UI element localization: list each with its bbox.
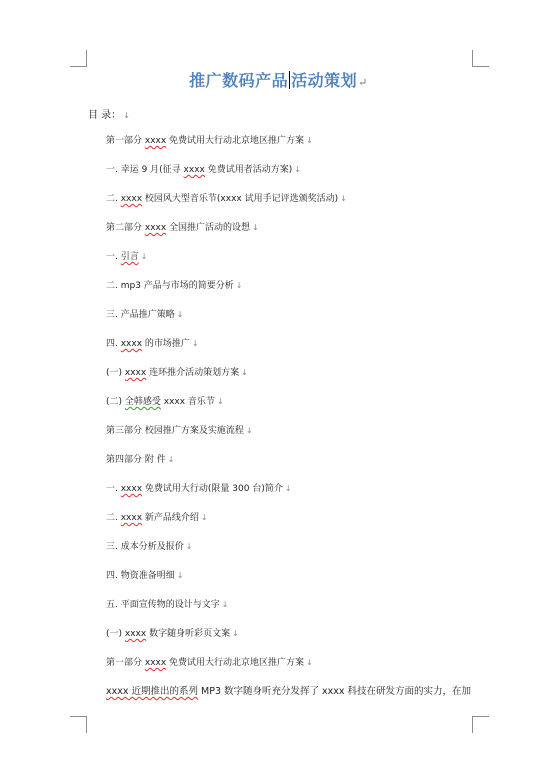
line-break-icon: ↓: [185, 542, 193, 551]
line-break-icon: ↓: [232, 629, 239, 638]
toc-line[interactable]: 三. 产品推广策略 ↓: [106, 310, 184, 320]
line-break-icon: ↓: [235, 281, 243, 290]
line-break-icon: ↓: [252, 223, 259, 232]
paragraph-mark-icon: ↵: [358, 76, 368, 89]
toc-line[interactable]: 第四部分 附 件 ↓: [106, 455, 175, 465]
line-break-icon: ↓: [294, 165, 301, 174]
title-text-left: 推广数码产品: [189, 71, 289, 90]
line-break-icon: ↓: [191, 339, 199, 348]
line-break-icon: ↓: [176, 310, 184, 319]
toc-line[interactable]: 四. 物资准备明细 ↓: [106, 571, 184, 581]
toc-line[interactable]: 二. xxxx 校园风大型音乐节(xxxx 试用手记评选颁奖活动) ↓: [106, 194, 347, 204]
toc-heading-text: 目 录：: [88, 110, 122, 121]
document-title[interactable]: [0, 68, 557, 91]
line-break-icon: ↓: [221, 600, 229, 609]
line-break-icon: ↓: [245, 426, 253, 435]
toc-line[interactable]: 第二部分 xxxx 全国推广活动的设想 ↓: [106, 223, 259, 233]
toc-line[interactable]: 第三部分 校园推广方案及实施流程 ↓: [106, 426, 253, 436]
line-break-icon: ↓: [340, 194, 347, 203]
toc-line[interactable]: 一. 引言 ↓: [106, 252, 148, 262]
text-cursor: [289, 71, 290, 89]
body-paragraph[interactable]: xxxx 近期推出的系列 MP3 数字随身听充分发挥了 xxxx 科技在研发方面的实力，在加: [106, 686, 472, 697]
line-break-icon: ↓: [216, 397, 224, 406]
toc-line[interactable]: (一) xxxx 连环推介活动策划方案 ↓: [106, 368, 248, 378]
section-heading-line[interactable]: 第一部分 xxxx 免费试用大行动北京地区推广方案 ↓: [106, 658, 313, 668]
line-break-icon: ↓: [306, 658, 313, 667]
toc-line[interactable]: 二. xxxx 新产品线介绍 ↓: [106, 513, 208, 523]
toc-line[interactable]: 三. 成本分析及报价 ↓: [106, 542, 193, 552]
line-break-icon: ↓: [241, 368, 248, 377]
toc-line[interactable]: (一) xxxx 数字随身听彩页文案 ↓: [106, 629, 239, 639]
line-break-icon: ↓: [284, 484, 292, 493]
toc-line[interactable]: 五. 平面宣传物的设计与文字 ↓: [106, 600, 229, 610]
line-break-icon: ↓: [200, 513, 208, 522]
line-break-icon: ↓: [140, 252, 148, 261]
line-break-icon: ↓: [167, 455, 175, 464]
title-text-right: 活动策划: [291, 71, 358, 90]
toc-line[interactable]: (二) 全韩感受 xxxx 音乐节 ↓: [106, 397, 224, 407]
line-break-icon: ↓: [306, 136, 313, 145]
toc-list: [106, 134, 486, 714]
crop-mark-top-right: [472, 50, 489, 67]
line-break-icon: ↓: [176, 571, 184, 580]
crop-mark-top-left: [70, 50, 87, 67]
toc-line[interactable]: 一. xxxx 免费试用大行动(限量 300 台)简介 ↓: [106, 484, 292, 494]
crop-mark-bottom-left: [70, 716, 87, 733]
line-break-icon: ↓: [123, 111, 130, 120]
crop-mark-bottom-right: [472, 716, 489, 733]
toc-line[interactable]: 二. mp3 产品与市场的简要分析 ↓: [106, 281, 243, 291]
toc-heading: [88, 106, 130, 121]
toc-line[interactable]: 四. xxxx 的市场推广 ↓: [106, 339, 199, 349]
toc-line[interactable]: 第一部分 xxxx 免费试用大行动北京地区推广方案 ↓: [106, 136, 313, 146]
toc-line[interactable]: 一. 幸运 9 月(征寻 xxxx 免费试用者活动方案) ↓: [106, 165, 301, 175]
